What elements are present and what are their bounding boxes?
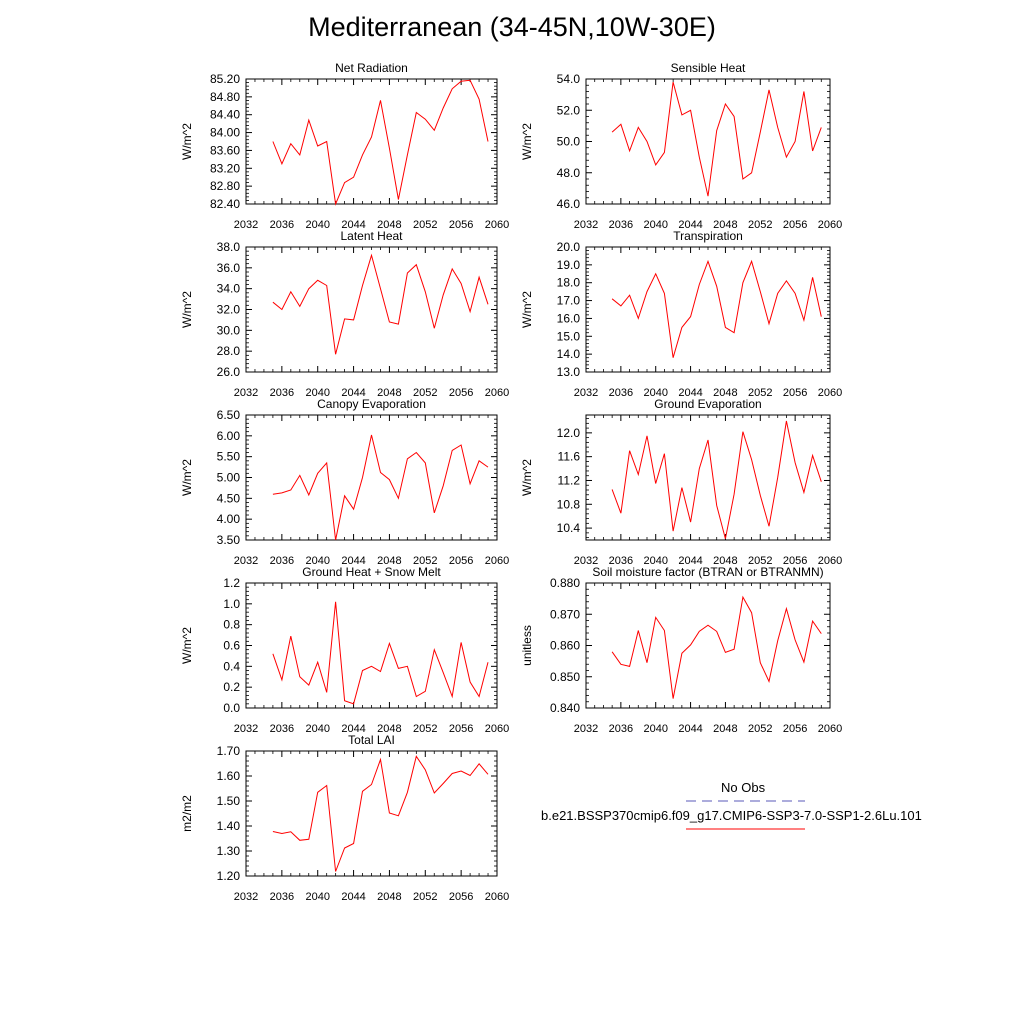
y-axis-label: m2/m2: [180, 795, 194, 832]
x-tick-label: 2032: [233, 219, 259, 231]
y-tick-label: 20.0: [556, 240, 580, 254]
y-tick-label: 0.0: [223, 701, 240, 715]
y-tick-label: 85.20: [209, 72, 240, 86]
y-tick-label: 0.860: [549, 638, 580, 653]
panel-9: [180, 733, 509, 903]
y-tick-label: 6.50: [216, 408, 240, 422]
x-tick-label: 2044: [341, 555, 366, 567]
x-tick-label: 2040: [305, 219, 330, 231]
y-tick-label: 50.0: [556, 134, 580, 149]
y-axis-label: unitless: [520, 625, 534, 666]
panel-title: Canopy Evaporation: [317, 397, 426, 411]
y-tick-label: 0.8: [223, 617, 240, 632]
y-tick-label: 30.0: [216, 323, 240, 338]
x-tick-label: 2036: [269, 891, 295, 903]
x-tick-label: 2036: [608, 723, 634, 735]
x-tick-label: 2052: [748, 555, 773, 567]
y-tick-label: 84.40: [209, 107, 240, 122]
x-tick-label: 2056: [448, 555, 474, 567]
x-tick-label: 2032: [233, 891, 259, 903]
x-tick-label: 2032: [573, 555, 599, 567]
panel-6: [520, 397, 842, 567]
x-tick-label: 2060: [484, 891, 510, 903]
x-tick-label: 2052: [413, 219, 438, 231]
x-tick-label: 2036: [269, 555, 295, 567]
panel-4: [520, 229, 842, 399]
panel-1: [180, 61, 509, 231]
y-axis-label: W/m^2: [180, 291, 194, 328]
panel-title: Latent Heat: [340, 229, 403, 243]
y-tick-label: 14.0: [556, 347, 580, 362]
y-tick-label: 36.0: [216, 260, 240, 275]
x-tick-label: 2048: [713, 723, 738, 735]
x-tick-label: 2048: [377, 219, 402, 231]
panel-5: [180, 397, 509, 567]
y-tick-label: 10.8: [556, 497, 580, 512]
y-tick-label: 11.2: [557, 473, 580, 488]
panel-title: Total LAI: [348, 733, 395, 747]
plot-frame: [246, 79, 497, 204]
x-tick-label: 2040: [305, 891, 330, 903]
y-tick-label: 84.00: [209, 125, 240, 140]
x-tick-label: 2044: [678, 723, 703, 735]
y-tick-label: 0.4: [223, 659, 240, 674]
y-tick-label: 82.40: [209, 197, 240, 211]
y-tick-label: 1.30: [216, 844, 240, 858]
x-tick-label: 2052: [748, 387, 773, 399]
series-line: [273, 602, 488, 704]
x-tick-label: 2040: [643, 723, 668, 735]
figure-title: Mediterranean (34-45N,10W-30E): [308, 12, 716, 42]
panel-3: [180, 229, 509, 399]
x-tick-label: 2036: [269, 723, 295, 735]
plot-frame: [246, 751, 497, 876]
x-tick-label: 2040: [643, 219, 668, 231]
y-tick-label: 82.80: [209, 179, 240, 194]
series-line: [612, 261, 821, 357]
y-axis-label: W/m^2: [520, 291, 534, 328]
y-tick-label: 5.50: [216, 449, 240, 464]
x-tick-label: 2032: [233, 555, 259, 567]
x-tick-label: 2040: [305, 555, 330, 567]
y-tick-label: 0.850: [549, 669, 580, 684]
x-tick-label: 2036: [269, 387, 295, 399]
x-tick-label: 2048: [713, 555, 738, 567]
x-tick-label: 2060: [817, 219, 843, 231]
y-tick-label: 18.0: [556, 275, 580, 290]
x-tick-label: 2060: [817, 387, 843, 399]
panel-7: [180, 565, 509, 735]
y-axis-label: W/m^2: [180, 123, 194, 160]
y-tick-label: 1.60: [216, 769, 240, 783]
x-tick-label: 2048: [377, 891, 402, 903]
panel-8: [520, 565, 842, 735]
x-tick-label: 2048: [713, 219, 738, 231]
panel-title: Ground Evaporation: [654, 397, 762, 411]
y-tick-label: 28.0: [216, 344, 240, 359]
x-tick-label: 2048: [713, 387, 738, 399]
series-line: [612, 421, 821, 539]
panel-title: Transpiration: [673, 229, 743, 243]
y-tick-label: 46.0: [556, 197, 580, 211]
x-tick-label: 2044: [341, 891, 366, 903]
y-tick-label: 1.40: [216, 819, 240, 833]
y-axis-label: W/m^2: [520, 123, 534, 160]
x-tick-label: 2044: [678, 555, 703, 567]
x-tick-label: 2052: [748, 723, 773, 735]
y-tick-label: 54.0: [556, 72, 580, 86]
y-tick-label: 38.0: [216, 240, 240, 254]
y-tick-label: 26.0: [216, 365, 240, 379]
y-tick-label: 0.870: [549, 607, 580, 622]
legend-label-obs: No Obs: [721, 780, 766, 795]
y-tick-label: 4.50: [216, 491, 240, 506]
x-tick-label: 2052: [748, 219, 773, 231]
x-tick-label: 2048: [377, 387, 402, 399]
y-tick-label: 10.4: [556, 521, 580, 536]
x-tick-label: 2040: [305, 387, 330, 399]
plot-frame: [586, 247, 830, 372]
x-tick-label: 2044: [341, 219, 366, 231]
y-tick-label: 1.0: [223, 596, 240, 611]
series-line: [273, 756, 488, 871]
plot-frame: [586, 79, 830, 204]
series-line: [273, 435, 488, 540]
plot-frame: [246, 247, 497, 372]
x-tick-label: 2056: [782, 387, 808, 399]
x-tick-label: 2056: [782, 219, 808, 231]
x-tick-label: 2060: [484, 723, 510, 735]
plot-frame: [246, 583, 497, 708]
panel-title: Net Radiation: [335, 61, 408, 75]
y-tick-label: 1.2: [223, 576, 240, 590]
y-axis-label: W/m^2: [180, 627, 194, 664]
y-tick-label: 1.70: [216, 744, 240, 758]
x-tick-label: 2040: [305, 723, 330, 735]
y-tick-label: 0.6: [223, 638, 240, 653]
y-tick-label: 15.0: [556, 329, 580, 344]
x-tick-label: 2056: [782, 723, 808, 735]
series-line: [612, 82, 821, 196]
panel-title: Ground Heat + Snow Melt: [302, 565, 441, 579]
x-tick-label: 2032: [233, 723, 259, 735]
y-tick-label: 0.840: [549, 701, 580, 715]
panel-2: [520, 61, 842, 231]
x-tick-label: 2060: [484, 387, 510, 399]
y-tick-label: 4.00: [216, 512, 240, 527]
y-tick-label: 6.00: [216, 428, 240, 443]
x-tick-label: 2036: [608, 219, 634, 231]
x-tick-label: 2044: [341, 723, 366, 735]
plot-frame: [246, 415, 497, 540]
y-axis-label: W/m^2: [180, 459, 194, 496]
plot-frame: [586, 415, 830, 540]
y-tick-label: 48.0: [556, 165, 580, 180]
x-tick-label: 2048: [377, 723, 402, 735]
x-tick-label: 2052: [413, 555, 438, 567]
y-tick-label: 17.0: [556, 293, 580, 308]
x-tick-label: 2036: [608, 387, 634, 399]
x-tick-label: 2056: [448, 723, 474, 735]
x-tick-label: 2056: [448, 219, 474, 231]
y-tick-label: 19.0: [556, 257, 580, 272]
x-tick-label: 2036: [269, 219, 295, 231]
x-tick-label: 2060: [817, 555, 843, 567]
y-tick-label: 5.00: [216, 470, 240, 485]
x-tick-label: 2032: [573, 723, 599, 735]
x-tick-label: 2052: [413, 387, 438, 399]
x-tick-label: 2056: [782, 555, 808, 567]
y-tick-label: 34.0: [216, 281, 240, 296]
x-tick-label: 2032: [573, 387, 599, 399]
y-tick-label: 52.0: [556, 103, 580, 118]
y-tick-label: 16.0: [556, 311, 580, 326]
plot-frame: [586, 583, 830, 708]
x-tick-label: 2044: [341, 387, 366, 399]
y-tick-label: 32.0: [216, 302, 240, 317]
y-tick-label: 1.20: [216, 869, 240, 883]
panel-title: Soil moisture factor (BTRAN or BTRANMN): [592, 565, 824, 579]
x-tick-label: 2032: [573, 219, 599, 231]
x-tick-label: 2052: [413, 723, 438, 735]
y-axis-label: W/m^2: [520, 459, 534, 496]
y-tick-label: 84.80: [209, 89, 240, 104]
series-line: [273, 80, 488, 204]
panel-title: Sensible Heat: [670, 61, 746, 75]
x-tick-label: 2044: [678, 219, 703, 231]
series-line: [612, 597, 821, 699]
x-tick-label: 2040: [643, 387, 668, 399]
y-tick-label: 11.6: [557, 449, 580, 464]
y-tick-label: 1.50: [216, 794, 240, 808]
x-tick-label: 2060: [484, 555, 510, 567]
x-tick-label: 2056: [448, 387, 474, 399]
x-tick-label: 2052: [413, 891, 438, 903]
legend-label-model: b.e21.BSSP370cmip6.f09_g17.CMIP6-SSP3-7.0-SSP1-2.6Lu.101: [541, 808, 922, 823]
x-tick-label: 2032: [233, 387, 259, 399]
series-line: [273, 255, 488, 354]
x-tick-label: 2060: [817, 723, 843, 735]
y-tick-label: 3.50: [216, 533, 240, 547]
y-tick-label: 13.0: [556, 365, 580, 379]
x-tick-label: 2036: [608, 555, 634, 567]
y-tick-label: 0.880: [549, 576, 580, 590]
x-tick-label: 2048: [377, 555, 402, 567]
y-tick-label: 83.60: [209, 143, 240, 158]
x-tick-label: 2040: [643, 555, 668, 567]
x-tick-label: 2060: [484, 219, 510, 231]
y-tick-label: 83.20: [209, 161, 240, 176]
y-tick-label: 0.2: [223, 680, 240, 695]
y-tick-label: 12.0: [556, 425, 580, 440]
x-tick-label: 2056: [448, 891, 474, 903]
x-tick-label: 2044: [678, 387, 703, 399]
